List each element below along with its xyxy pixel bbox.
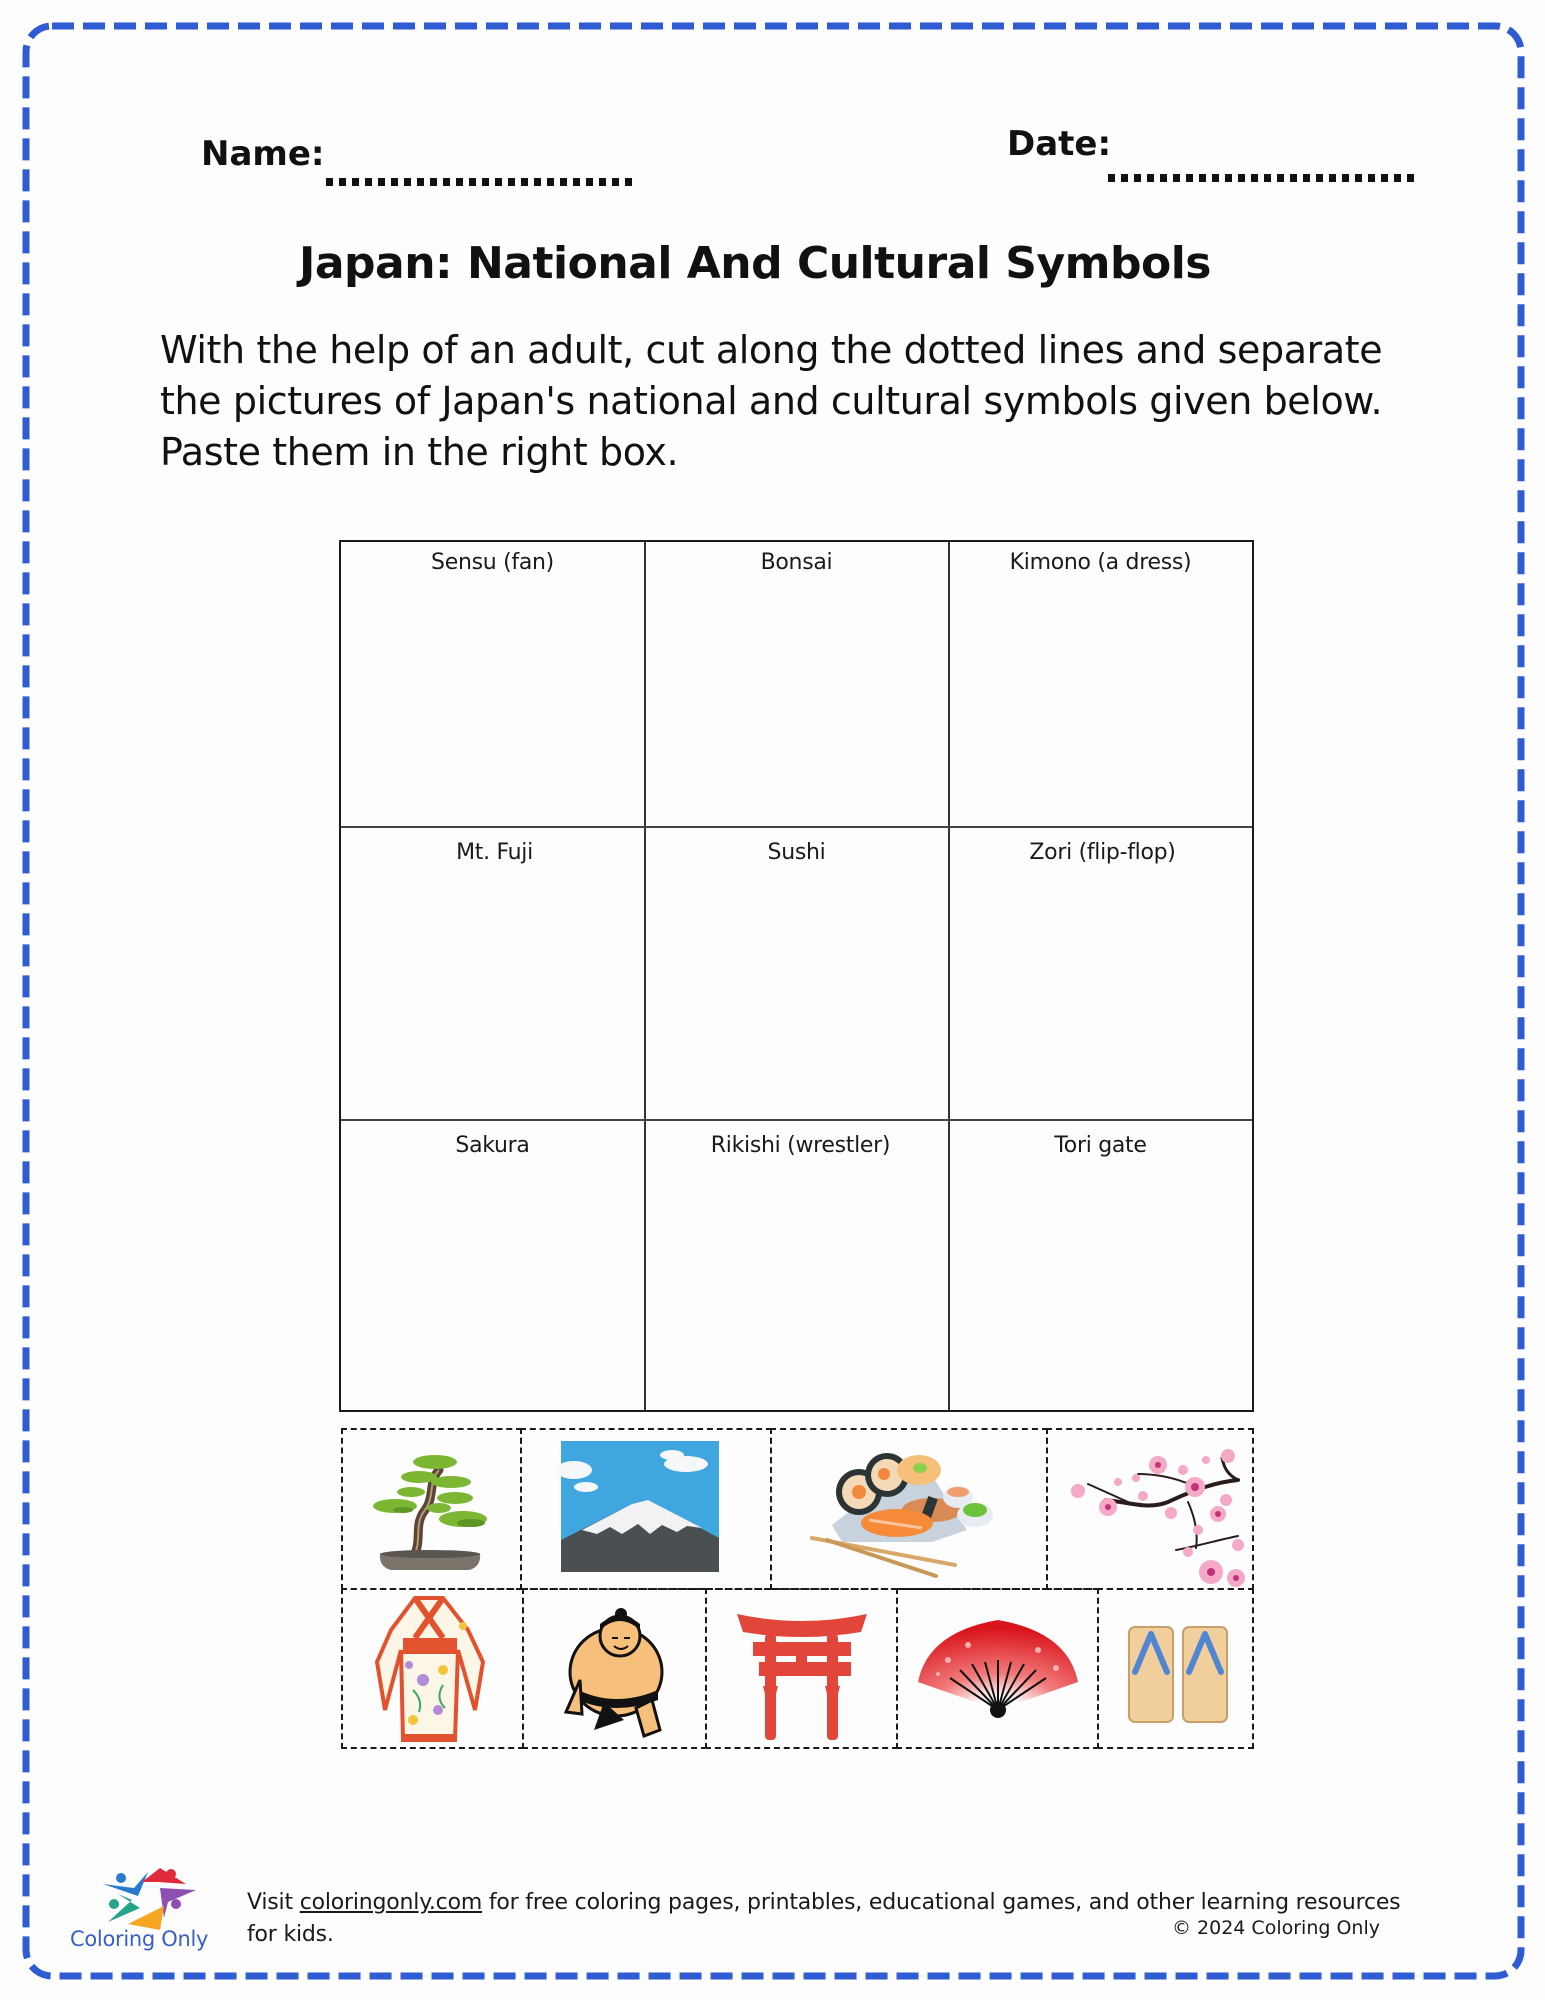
coloring-only-logo-icon bbox=[98, 1866, 202, 1930]
torii-gate-icon bbox=[707, 1590, 896, 1747]
cutout-bonsai[interactable] bbox=[341, 1428, 522, 1590]
cutout-sakura[interactable] bbox=[1046, 1428, 1254, 1590]
name-label: Name: bbox=[201, 134, 325, 174]
zori-icon bbox=[1099, 1590, 1252, 1747]
sushi-icon bbox=[772, 1430, 1046, 1588]
cell-label-torii: Tori gate bbox=[1054, 1133, 1147, 1158]
date-field[interactable] bbox=[1108, 174, 1420, 182]
grid-divider bbox=[948, 542, 950, 1410]
cell-label-rikishi: Rikishi (wrestler) bbox=[710, 1133, 891, 1158]
cell-label-zori: Zori (flip-flop) bbox=[1029, 840, 1176, 865]
cell-label-sakura: Sakura bbox=[455, 1133, 530, 1158]
cutout-mt-fuji[interactable] bbox=[520, 1428, 772, 1590]
mt-fuji-icon bbox=[522, 1430, 770, 1588]
cell-label-sensu: Sensu (fan) bbox=[431, 550, 554, 575]
rikishi-icon bbox=[524, 1590, 705, 1747]
date-label: Date: bbox=[1007, 124, 1112, 164]
grid-divider bbox=[644, 542, 646, 1410]
name-field[interactable] bbox=[326, 178, 636, 186]
page-title: Japan: National And Cultural Symbols bbox=[298, 238, 1211, 289]
cutout-zori[interactable] bbox=[1097, 1588, 1254, 1749]
kimono-icon bbox=[343, 1590, 522, 1747]
grid-divider bbox=[341, 1119, 1252, 1121]
logo-text: Coloring Only bbox=[70, 1927, 209, 1951]
coloringonly-link[interactable]: coloringonly.com bbox=[299, 1890, 483, 1915]
instructions: With the help of an adult, cut along the dotted lines and separate the pictures of Japan's national and cultural symbols given below. Paste them in the right box. bbox=[160, 328, 1383, 474]
grid-divider bbox=[341, 826, 1252, 828]
cutout-rikishi[interactable] bbox=[522, 1588, 707, 1749]
copyright: © 2024 Coloring Only bbox=[1172, 1917, 1380, 1939]
cutout-sensu[interactable] bbox=[896, 1588, 1099, 1749]
cell-label-sushi: Sushi bbox=[767, 840, 826, 865]
cell-label-bonsai: Bonsai bbox=[760, 550, 833, 575]
footer-visit-prefix: Visit bbox=[247, 1890, 300, 1915]
sensu-fan-icon bbox=[898, 1590, 1097, 1747]
answer-grid bbox=[339, 540, 1254, 1412]
sakura-icon bbox=[1048, 1430, 1252, 1588]
footer-visit-suffix: for free coloring pages, printables, educational games, and other learning resources for kids. bbox=[247, 1890, 1401, 1947]
cell-label-kimono: Kimono (a dress) bbox=[1009, 550, 1192, 575]
cutout-kimono[interactable] bbox=[341, 1588, 524, 1749]
cutout-sushi[interactable] bbox=[770, 1428, 1048, 1590]
bonsai-icon bbox=[343, 1430, 520, 1588]
cutout-torii[interactable] bbox=[705, 1588, 898, 1749]
cell-label-mt-fuji: Mt. Fuji bbox=[456, 840, 533, 865]
